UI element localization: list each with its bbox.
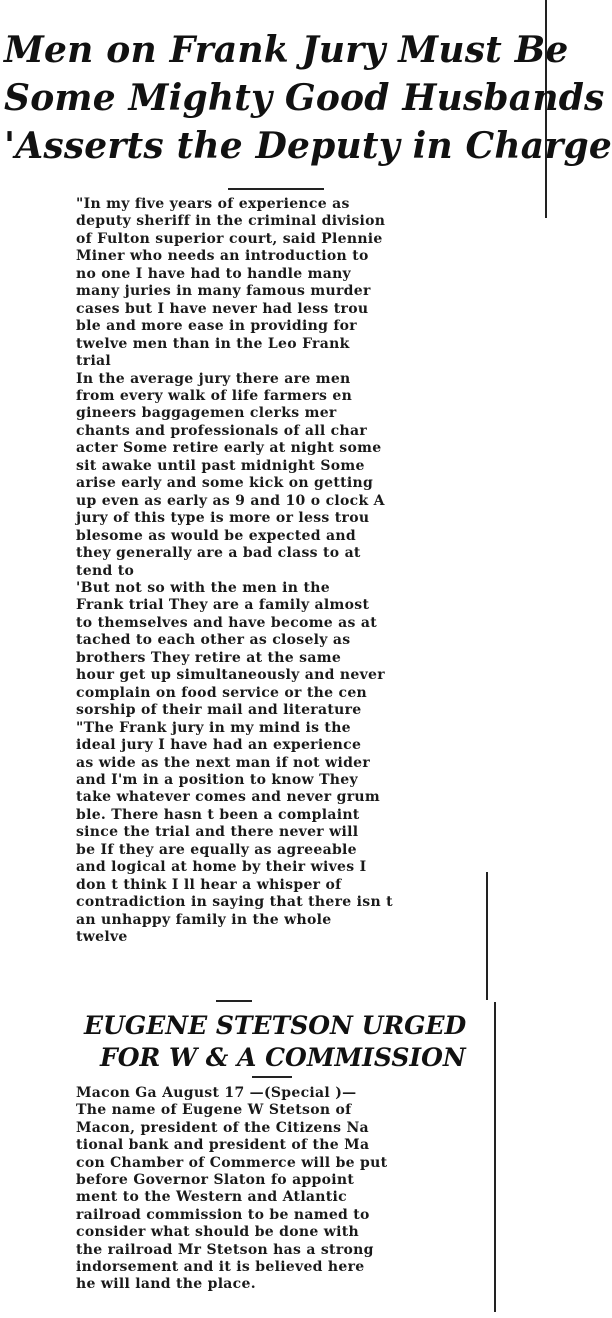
article-line: "The Frank jury in my mind is the [76, 719, 351, 736]
article-stetson-line: railroad commission to be named to [76, 1206, 370, 1223]
article-line: cases but I have never had less trou [76, 300, 369, 317]
article-line: In the average jury there are men [76, 370, 351, 387]
article-line: ble. There hasn t been a complaint [76, 806, 360, 823]
article-line: ble and more ease in providing for [76, 318, 357, 335]
article-line: as wide as the next man if not wider [76, 754, 371, 771]
article-line: sorship of their mail and literature [76, 702, 362, 719]
article-line: blesome as would be expected and [76, 527, 356, 544]
article-stetson-line: consider what should be done with [76, 1224, 359, 1241]
article-stetson-line: The name of Eugene W Stetson of [76, 1102, 352, 1119]
article-stetson-line: Macon Ga August 17 —(Special )— [76, 1085, 357, 1101]
article-stetson-line: indorsement and it is believed here [76, 1259, 365, 1276]
subheadline-line-2: FOR W & A COMMISSION [100, 1043, 466, 1072]
headline-line-3: 'Asserts the Deputy in Charge [4, 125, 612, 167]
article-stetson-line: Macon, president of the Citizens Na [76, 1119, 369, 1136]
article-line: twelve [76, 929, 128, 946]
article-line: deputy sheriff in the criminal division [76, 213, 386, 230]
article-line: jury of this type is more or less trou [76, 510, 370, 527]
article-stetson-line: tional bank and president of the Ma [76, 1137, 370, 1154]
article-stetson-line: ment to the Western and Atlantic [76, 1189, 347, 1206]
article-line: acter Some retire early at night some [76, 440, 382, 457]
article-line: "In my five years of experience as [76, 196, 350, 212]
article-line: twelve men than in the Leo Frank [76, 335, 350, 352]
article-line: 'But not so with the men in the [76, 579, 330, 596]
article-line: an unhappy family in the whole [76, 911, 332, 928]
column-rule-bottom-right [494, 1002, 496, 1312]
article-body [76, 196, 486, 946]
article-line: take whatever comes and never grum [76, 789, 380, 806]
article-line: complain on food service or the cen [76, 684, 368, 701]
article-divider [216, 1000, 252, 1002]
article-line: tached to each other as closely as [76, 632, 351, 649]
subheadline [84, 1010, 484, 1074]
article-line: since the trial and there never will [76, 824, 359, 841]
article-line: trial [76, 353, 112, 370]
article-stetson-line: before Governor Slaton fo appoint [76, 1172, 355, 1189]
article-line: chants and professionals of all char [76, 422, 368, 439]
headline-divider [228, 188, 324, 190]
article-line: be If they are equally as agreeable [76, 841, 357, 858]
article-line: ideal jury I have had an experience [76, 737, 362, 754]
article-line: sit awake until past midnight Some [76, 457, 365, 474]
article-stetson-line: the railroad Mr Stetson has a strong [76, 1241, 374, 1258]
article-line: they generally are a bad class to at [76, 545, 361, 562]
headline-line-2: Some Mighty Good Husbands [4, 77, 605, 119]
article-stetson-body [76, 1085, 486, 1294]
article-line: many juries in many famous murder [76, 283, 371, 300]
subheadline-divider [252, 1076, 292, 1078]
article-line: don t think I ll hear a whisper of [76, 876, 342, 893]
article-line: no one I have had to handle many [76, 265, 351, 282]
article-line: tend to [76, 562, 135, 579]
article-line: of Fulton superior court, said Plennie [76, 230, 383, 247]
headline [4, 26, 612, 170]
article-line: contradiction in saying that there isn t [76, 894, 393, 911]
column-rule-right [486, 872, 488, 1000]
article-line: up even as early as 9 and 10 o clock A [76, 492, 385, 509]
article-line: from every walk of life farmers en [76, 387, 353, 404]
article-stetson-line: he will land the place. [76, 1276, 256, 1293]
article-line: brothers They retire at the same [76, 649, 342, 666]
headline-line-1: Men on Frank Jury Must Be [4, 29, 569, 71]
article-line: arise early and some kick on getting [76, 475, 374, 492]
article-line: Frank trial They are a family almost [76, 597, 370, 614]
article-line: and logical at home by their wives I [76, 859, 367, 876]
article-line: Miner who needs an introduction to [76, 248, 369, 265]
article-line: and I'm in a position to know They [76, 771, 358, 788]
article-line: gineers baggagemen clerks mer [76, 405, 337, 422]
subheadline-line-1: EUGENE STETSON URGED [84, 1011, 467, 1040]
article-line: hour get up simultaneously and never [76, 667, 385, 684]
article-line: to themselves and have become as at [76, 614, 378, 631]
article-stetson-line: con Chamber of Commerce will be put [76, 1154, 388, 1171]
